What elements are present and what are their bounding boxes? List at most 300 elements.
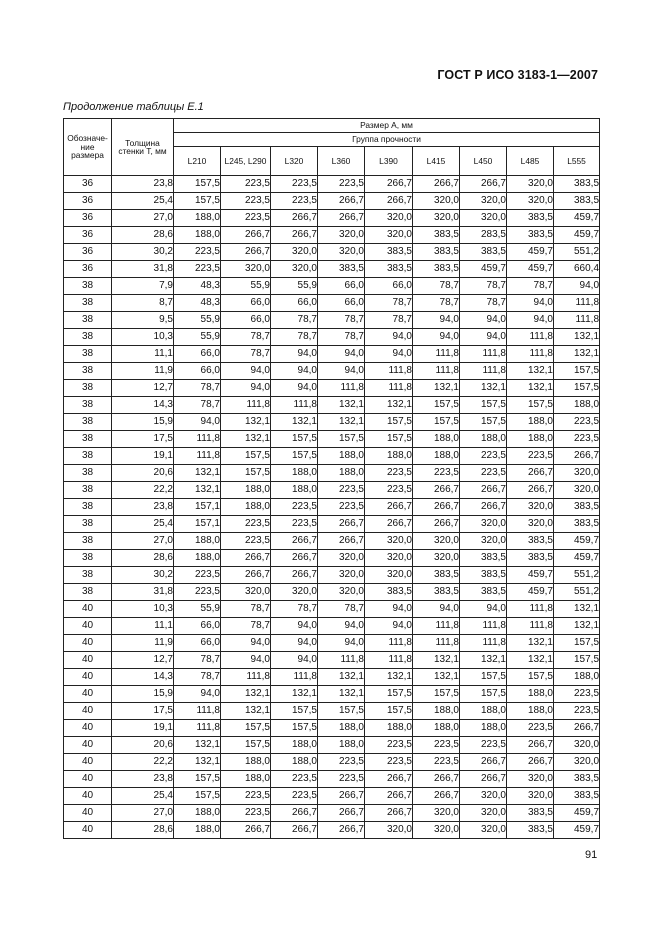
cell-size-value: 188,0 — [318, 448, 365, 465]
cell-designation: 38 — [64, 414, 112, 431]
cell-size-value: 188,0 — [221, 482, 271, 499]
cell-size-value: 266,7 — [271, 567, 318, 584]
cell-designation: 36 — [64, 176, 112, 193]
cell-size-value: 94,0 — [365, 346, 413, 363]
table-row — [64, 635, 600, 652]
cell-size-value: 459,7 — [507, 244, 554, 261]
cell-size-value: 266,7 — [271, 533, 318, 550]
table-row — [64, 686, 600, 703]
cell-size-value: 459,7 — [554, 533, 600, 550]
cell-size-value: 459,7 — [507, 584, 554, 601]
cell-size-value: 55,9 — [174, 601, 221, 618]
cell-size-value: 111,8 — [174, 720, 221, 737]
cell-wall-thickness: 22,2 — [112, 482, 174, 499]
cell-size-value: 188,0 — [413, 431, 460, 448]
cell-size-value: 132,1 — [365, 397, 413, 414]
cell-size-value: 111,8 — [554, 312, 600, 329]
cell-size-value: 320,0 — [554, 737, 600, 754]
cell-size-value: 320,0 — [554, 465, 600, 482]
table-row — [64, 295, 600, 312]
cell-size-value: 383,5 — [365, 244, 413, 261]
cell-size-value: 266,7 — [460, 754, 507, 771]
cell-size-value: 157,5 — [460, 686, 507, 703]
table-row — [64, 261, 600, 278]
cell-size-value: 78,7 — [271, 601, 318, 618]
cell-size-value: 223,5 — [507, 720, 554, 737]
standard-designation: ГОСТ Р ИСО 3183-1—2007 — [437, 68, 598, 82]
cell-size-value: 320,0 — [413, 805, 460, 822]
cell-size-value: 383,5 — [365, 261, 413, 278]
cell-designation: 40 — [64, 754, 112, 771]
cell-size-value: 551,2 — [554, 244, 600, 261]
cell-size-value: 383,5 — [507, 550, 554, 567]
cell-size-value: 266,7 — [365, 771, 413, 788]
cell-size-value: 132,1 — [413, 380, 460, 397]
header-size-group: Размер A, мм — [174, 119, 600, 133]
cell-size-value: 188,0 — [365, 720, 413, 737]
cell-size-value: 94,0 — [318, 618, 365, 635]
cell-size-value: 157,5 — [507, 397, 554, 414]
cell-designation: 36 — [64, 227, 112, 244]
cell-size-value: 266,7 — [318, 533, 365, 550]
cell-size-value: 459,7 — [460, 261, 507, 278]
cell-size-value: 78,7 — [174, 380, 221, 397]
cell-designation: 38 — [64, 465, 112, 482]
cell-size-value: 383,5 — [318, 261, 365, 278]
cell-size-value: 111,8 — [413, 363, 460, 380]
cell-size-value: 266,7 — [271, 227, 318, 244]
cell-size-value: 459,7 — [554, 550, 600, 567]
cell-size-value: 320,0 — [413, 550, 460, 567]
cell-size-value: 266,7 — [318, 822, 365, 839]
cell-size-value: 223,5 — [460, 465, 507, 482]
cell-size-value: 78,7 — [174, 397, 221, 414]
cell-size-value: 320,0 — [318, 227, 365, 244]
cell-size-value: 223,5 — [221, 788, 271, 805]
table-row — [64, 737, 600, 754]
cell-size-value: 111,8 — [174, 703, 221, 720]
cell-size-value: 157,5 — [271, 431, 318, 448]
cell-size-value: 551,2 — [554, 584, 600, 601]
cell-size-value: 320,0 — [318, 584, 365, 601]
table-row — [64, 380, 600, 397]
cell-size-value: 111,8 — [460, 346, 507, 363]
table-row — [64, 397, 600, 414]
cell-size-value: 94,0 — [460, 312, 507, 329]
cell-size-value: 266,7 — [507, 737, 554, 754]
cell-size-value: 66,0 — [221, 295, 271, 312]
cell-size-value: 132,1 — [413, 652, 460, 669]
header-grade: L210 — [174, 147, 221, 176]
cell-wall-thickness: 31,8 — [112, 584, 174, 601]
cell-size-value: 78,7 — [318, 312, 365, 329]
cell-size-value: 132,1 — [271, 414, 318, 431]
cell-size-value: 320,0 — [507, 499, 554, 516]
cell-size-value: 94,0 — [271, 380, 318, 397]
cell-size-value: 94,0 — [554, 278, 600, 295]
table-row — [64, 771, 600, 788]
cell-size-value: 132,1 — [460, 380, 507, 397]
cell-size-value: 157,5 — [174, 193, 221, 210]
cell-size-value: 383,5 — [507, 227, 554, 244]
cell-size-value: 111,8 — [271, 669, 318, 686]
cell-size-value: 78,7 — [318, 329, 365, 346]
cell-size-value: 94,0 — [365, 618, 413, 635]
cell-size-value: 320,0 — [460, 822, 507, 839]
table-row — [64, 329, 600, 346]
cell-size-value: 223,5 — [365, 482, 413, 499]
cell-size-value: 383,5 — [507, 210, 554, 227]
cell-size-value: 157,5 — [365, 686, 413, 703]
cell-size-value: 111,8 — [507, 346, 554, 363]
cell-size-value: 157,5 — [413, 686, 460, 703]
cell-size-value: 223,5 — [174, 261, 221, 278]
cell-size-value: 188,0 — [221, 771, 271, 788]
cell-size-value: 78,7 — [365, 295, 413, 312]
cell-size-value: 383,5 — [413, 261, 460, 278]
cell-size-value: 459,7 — [554, 227, 600, 244]
cell-size-value: 157,5 — [413, 397, 460, 414]
cell-size-value: 320,0 — [460, 805, 507, 822]
table-row — [64, 346, 600, 363]
cell-size-value: 223,5 — [271, 771, 318, 788]
cell-size-value: 266,7 — [507, 465, 554, 482]
cell-size-value: 188,0 — [174, 210, 221, 227]
cell-size-value: 320,0 — [460, 210, 507, 227]
table-row — [64, 550, 600, 567]
cell-wall-thickness: 23,8 — [112, 499, 174, 516]
cell-size-value: 188,0 — [174, 533, 221, 550]
cell-size-value: 660,4 — [554, 261, 600, 278]
cell-size-value: 188,0 — [507, 414, 554, 431]
cell-size-value: 266,7 — [221, 567, 271, 584]
cell-size-value: 266,7 — [554, 720, 600, 737]
cell-wall-thickness: 28,6 — [112, 550, 174, 567]
cell-size-value: 188,0 — [221, 499, 271, 516]
cell-designation: 38 — [64, 295, 112, 312]
header-grade: L245, L290 — [221, 147, 271, 176]
cell-size-value: 266,7 — [271, 550, 318, 567]
header-grade: L320 — [271, 147, 318, 176]
cell-size-value: 111,8 — [221, 397, 271, 414]
cell-size-value: 55,9 — [174, 312, 221, 329]
table-row — [64, 601, 600, 618]
table-row — [64, 193, 600, 210]
cell-size-value: 266,7 — [413, 482, 460, 499]
table-row — [64, 278, 600, 295]
cell-designation: 38 — [64, 584, 112, 601]
cell-size-value: 94,0 — [271, 363, 318, 380]
cell-size-value: 157,5 — [318, 703, 365, 720]
cell-size-value: 111,8 — [460, 363, 507, 380]
cell-wall-thickness: 8,7 — [112, 295, 174, 312]
cell-wall-thickness: 19,1 — [112, 448, 174, 465]
cell-size-value: 188,0 — [460, 720, 507, 737]
cell-size-value: 223,5 — [554, 703, 600, 720]
cell-size-value: 94,0 — [413, 329, 460, 346]
cell-size-value: 320,0 — [413, 822, 460, 839]
cell-size-value: 266,7 — [460, 499, 507, 516]
cell-size-value: 94,0 — [221, 652, 271, 669]
cell-size-value: 223,5 — [318, 754, 365, 771]
header-grade: L450 — [460, 147, 507, 176]
cell-size-value: 94,0 — [507, 295, 554, 312]
cell-designation: 40 — [64, 771, 112, 788]
cell-size-value: 111,8 — [365, 380, 413, 397]
cell-size-value: 111,8 — [365, 363, 413, 380]
cell-size-value: 188,0 — [318, 720, 365, 737]
cell-size-value: 94,0 — [271, 346, 318, 363]
cell-size-value: 266,7 — [271, 822, 318, 839]
cell-size-value: 320,0 — [365, 550, 413, 567]
cell-wall-thickness: 9,5 — [112, 312, 174, 329]
cell-designation: 38 — [64, 363, 112, 380]
cell-wall-thickness: 23,8 — [112, 176, 174, 193]
cell-size-value: 223,5 — [221, 210, 271, 227]
cell-size-value: 78,7 — [271, 312, 318, 329]
table-row — [64, 363, 600, 380]
cell-size-value: 266,7 — [318, 210, 365, 227]
cell-size-value: 111,8 — [413, 635, 460, 652]
cell-designation: 38 — [64, 431, 112, 448]
cell-size-value: 266,7 — [413, 788, 460, 805]
cell-size-value: 188,0 — [413, 720, 460, 737]
cell-designation: 40 — [64, 601, 112, 618]
cell-size-value: 383,5 — [554, 771, 600, 788]
cell-designation: 36 — [64, 193, 112, 210]
cell-size-value: 157,5 — [221, 448, 271, 465]
cell-wall-thickness: 28,6 — [112, 822, 174, 839]
cell-size-value: 66,0 — [174, 346, 221, 363]
cell-size-value: 157,5 — [174, 176, 221, 193]
cell-designation: 40 — [64, 737, 112, 754]
cell-size-value: 320,0 — [365, 227, 413, 244]
table-row — [64, 754, 600, 771]
cell-size-value: 55,9 — [221, 278, 271, 295]
cell-designation: 38 — [64, 380, 112, 397]
cell-size-value: 157,5 — [365, 703, 413, 720]
cell-size-value: 459,7 — [507, 261, 554, 278]
cell-size-value: 94,0 — [365, 601, 413, 618]
cell-size-value: 157,5 — [221, 737, 271, 754]
cell-designation: 38 — [64, 516, 112, 533]
table-continuation-caption: Продолжение таблицы Е.1 — [63, 101, 204, 113]
cell-size-value: 132,1 — [318, 397, 365, 414]
cell-size-value: 383,5 — [554, 788, 600, 805]
cell-designation: 40 — [64, 788, 112, 805]
cell-wall-thickness: 15,9 — [112, 686, 174, 703]
cell-size-value: 223,5 — [318, 482, 365, 499]
cell-size-value: 283,5 — [460, 227, 507, 244]
header-grade: L390 — [365, 147, 413, 176]
cell-size-value: 157,1 — [174, 499, 221, 516]
cell-designation: 38 — [64, 567, 112, 584]
cell-wall-thickness: 11,1 — [112, 618, 174, 635]
cell-wall-thickness: 27,0 — [112, 805, 174, 822]
cell-wall-thickness: 11,9 — [112, 363, 174, 380]
cell-designation: 40 — [64, 720, 112, 737]
cell-size-value: 320,0 — [460, 516, 507, 533]
cell-size-value: 383,5 — [460, 550, 507, 567]
cell-wall-thickness: 15,9 — [112, 414, 174, 431]
cell-size-value: 223,5 — [413, 754, 460, 771]
table-row — [64, 669, 600, 686]
cell-size-value: 383,5 — [554, 499, 600, 516]
cell-wall-thickness: 14,3 — [112, 397, 174, 414]
cell-size-value: 157,1 — [174, 516, 221, 533]
cell-designation: 40 — [64, 686, 112, 703]
cell-size-value: 383,5 — [413, 584, 460, 601]
cell-designation: 40 — [64, 652, 112, 669]
cell-size-value: 111,8 — [507, 601, 554, 618]
cell-size-value: 223,5 — [318, 499, 365, 516]
cell-size-value: 157,5 — [365, 431, 413, 448]
cell-size-value: 266,7 — [413, 499, 460, 516]
cell-size-value: 320,0 — [507, 176, 554, 193]
table-row — [64, 805, 600, 822]
cell-size-value: 157,5 — [554, 635, 600, 652]
table-row — [64, 618, 600, 635]
cell-size-value: 78,7 — [221, 346, 271, 363]
cell-size-value: 132,1 — [507, 652, 554, 669]
cell-size-value: 94,0 — [174, 414, 221, 431]
cell-size-value: 66,0 — [365, 278, 413, 295]
cell-wall-thickness: 31,8 — [112, 261, 174, 278]
cell-wall-thickness: 25,4 — [112, 193, 174, 210]
header-grade: L360 — [318, 147, 365, 176]
header-wall-thickness: Толщина стенки T, мм — [112, 119, 174, 176]
cell-size-value: 266,7 — [413, 176, 460, 193]
cell-size-value: 66,0 — [174, 635, 221, 652]
cell-size-value: 78,7 — [174, 652, 221, 669]
cell-size-value: 78,7 — [318, 601, 365, 618]
cell-wall-thickness: 10,3 — [112, 329, 174, 346]
table-row — [64, 788, 600, 805]
cell-size-value: 157,5 — [460, 397, 507, 414]
cell-size-value: 188,0 — [413, 703, 460, 720]
cell-size-value: 223,5 — [554, 686, 600, 703]
cell-size-value: 266,7 — [271, 210, 318, 227]
cell-size-value: 223,5 — [554, 414, 600, 431]
cell-size-value: 132,1 — [365, 669, 413, 686]
cell-size-value: 320,0 — [271, 261, 318, 278]
cell-size-value: 383,5 — [460, 584, 507, 601]
cell-size-value: 157,5 — [460, 414, 507, 431]
cell-size-value: 111,8 — [554, 295, 600, 312]
cell-size-value: 320,0 — [365, 533, 413, 550]
cell-size-value: 383,5 — [365, 584, 413, 601]
cell-size-value: 320,0 — [221, 261, 271, 278]
cell-wall-thickness: 20,6 — [112, 465, 174, 482]
cell-size-value: 320,0 — [460, 193, 507, 210]
cell-size-value: 111,8 — [174, 448, 221, 465]
cell-size-value: 111,8 — [460, 635, 507, 652]
cell-size-value: 157,5 — [554, 652, 600, 669]
cell-size-value: 266,7 — [365, 516, 413, 533]
table-row — [64, 720, 600, 737]
cell-size-value: 266,7 — [221, 550, 271, 567]
cell-size-value: 188,0 — [221, 754, 271, 771]
cell-wall-thickness: 20,6 — [112, 737, 174, 754]
header-designation: Обозначе-ние размера — [64, 119, 112, 176]
cell-size-value: 266,7 — [221, 822, 271, 839]
cell-size-value: 66,0 — [318, 278, 365, 295]
cell-size-value: 223,5 — [365, 465, 413, 482]
cell-wall-thickness: 19,1 — [112, 720, 174, 737]
cell-size-value: 78,7 — [365, 312, 413, 329]
cell-size-value: 157,5 — [174, 788, 221, 805]
cell-size-value: 111,8 — [365, 652, 413, 669]
cell-size-value: 223,5 — [271, 516, 318, 533]
cell-size-value: 94,0 — [271, 652, 318, 669]
table-row — [64, 227, 600, 244]
cell-size-value: 48,3 — [174, 295, 221, 312]
cell-size-value: 78,7 — [507, 278, 554, 295]
cell-size-value: 132,1 — [507, 380, 554, 397]
table-row — [64, 176, 600, 193]
cell-size-value: 94,0 — [318, 635, 365, 652]
cell-wall-thickness: 28,6 — [112, 227, 174, 244]
cell-size-value: 223,5 — [271, 176, 318, 193]
cell-size-value: 266,7 — [365, 499, 413, 516]
cell-wall-thickness: 14,3 — [112, 669, 174, 686]
cell-size-value: 188,0 — [271, 737, 318, 754]
cell-size-value: 111,8 — [318, 652, 365, 669]
cell-size-value: 66,0 — [318, 295, 365, 312]
cell-size-value: 94,0 — [174, 686, 221, 703]
table-row — [64, 244, 600, 261]
cell-size-value: 320,0 — [507, 771, 554, 788]
cell-size-value: 132,1 — [460, 652, 507, 669]
cell-size-value: 188,0 — [271, 482, 318, 499]
cell-wall-thickness: 11,1 — [112, 346, 174, 363]
cell-size-value: 266,7 — [507, 482, 554, 499]
cell-wall-thickness: 23,8 — [112, 771, 174, 788]
cell-size-value: 266,7 — [460, 176, 507, 193]
cell-size-value: 157,5 — [271, 448, 318, 465]
cell-size-value: 157,5 — [271, 720, 318, 737]
cell-designation: 38 — [64, 312, 112, 329]
cell-size-value: 132,1 — [318, 669, 365, 686]
cell-size-value: 320,0 — [507, 516, 554, 533]
cell-size-value: 94,0 — [221, 380, 271, 397]
cell-size-value: 94,0 — [221, 363, 271, 380]
cell-size-value: 266,7 — [318, 805, 365, 822]
cell-wall-thickness: 30,2 — [112, 567, 174, 584]
pipe-size-table — [63, 118, 600, 839]
cell-designation: 40 — [64, 805, 112, 822]
cell-size-value: 188,0 — [554, 669, 600, 686]
cell-size-value: 223,5 — [507, 448, 554, 465]
cell-size-value: 132,1 — [174, 737, 221, 754]
cell-size-value: 383,5 — [460, 567, 507, 584]
cell-size-value: 111,8 — [365, 635, 413, 652]
cell-size-value: 188,0 — [507, 703, 554, 720]
cell-size-value: 111,8 — [413, 346, 460, 363]
cell-designation: 40 — [64, 703, 112, 720]
cell-size-value: 66,0 — [174, 363, 221, 380]
cell-size-value: 157,5 — [174, 771, 221, 788]
cell-size-value: 223,5 — [271, 193, 318, 210]
table-row — [64, 499, 600, 516]
cell-wall-thickness: 25,4 — [112, 788, 174, 805]
cell-size-value: 266,7 — [318, 788, 365, 805]
cell-size-value: 157,5 — [507, 669, 554, 686]
cell-size-value: 157,5 — [413, 414, 460, 431]
cell-size-value: 266,7 — [365, 193, 413, 210]
cell-size-value: 223,5 — [174, 584, 221, 601]
cell-size-value: 94,0 — [221, 635, 271, 652]
